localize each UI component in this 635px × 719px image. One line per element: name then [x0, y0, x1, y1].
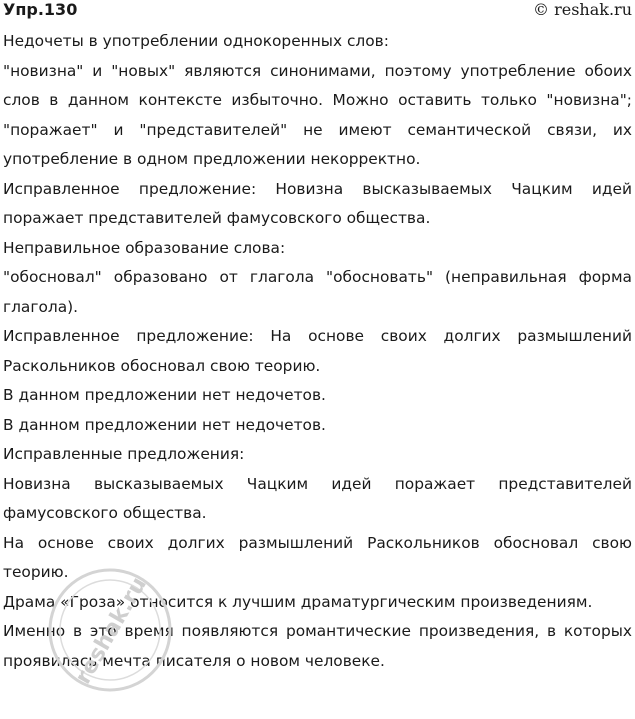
explanation-word-formation: "обосновал" образовано от глагола "обосновать" (неправильная форма глагола). — [3, 268, 632, 316]
site-credit: © reshak.ru — [533, 0, 632, 19]
svg-text:reshak.ru: reshak.ru — [70, 573, 152, 689]
no-errors-note-2: В данном предложении нет недочетов. — [3, 415, 326, 434]
answer-text — [3, 27, 632, 676]
corrected-item-3: Драма «Гроза» относится к лучшим драматургическим произведениям. — [3, 592, 593, 611]
section-heading-cognates: Недочеты в употреблении однокоренных слов: — [3, 32, 389, 50]
corrected-item-1: Новизна высказываемых Чацким идей поражает представителей фамусовского общества. — [3, 474, 632, 522]
exercise-title: Упр.130 — [3, 0, 78, 19]
corrected-item-4: Именно в это время появляются романтические произведения, в которых проявилась мечта писателя о новом человеке. — [3, 622, 632, 670]
corrected-item-2: На основе своих долгих размышлений Раскольников обосновал свою теорию. — [3, 533, 632, 581]
section-heading-corrected: Исправленные предложения: — [3, 445, 245, 463]
corrected-sentence-2: Исправленное предложение: На основе своих долгих размышлений Раскольников обосновал свою теорию. — [3, 327, 632, 375]
no-errors-note-1: В данном предложении нет недочетов. — [3, 386, 326, 404]
explanation-cognates: "новизна" и "новых" являются синонимами, поэтому употребление обоих слов в данном контексте избыточно. Можно оставить только "новизна"; "поражает" и "представителей" не имеют семантической связи, их употребление в одном предложении некорректно. — [3, 61, 632, 168]
corrected-sentence-1: Исправленное предложение: Новизна высказываемых Чацким идей поражает представителей фамусовского общества. — [3, 179, 632, 227]
page-header — [0, 0, 635, 22]
section-heading-word-formation: Неправильное образование слова: — [3, 238, 286, 257]
